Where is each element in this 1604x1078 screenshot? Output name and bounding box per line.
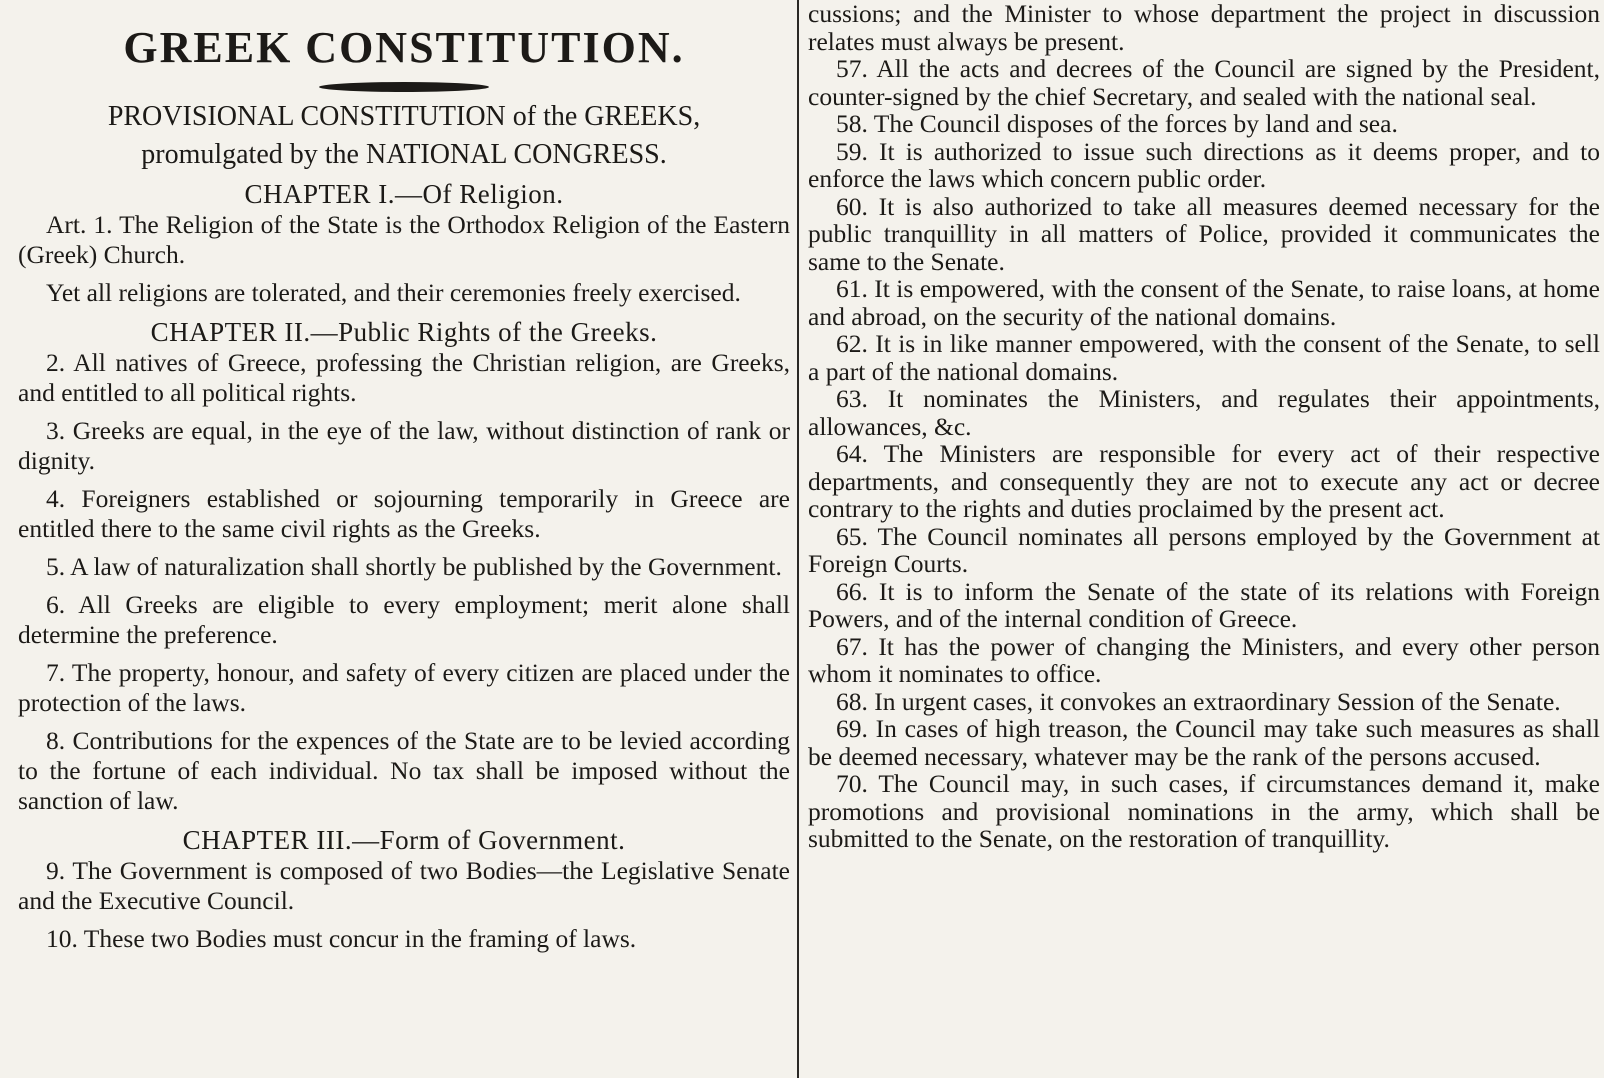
article-5: 5. A law of naturalization shall shortly be published by the Government.	[46, 552, 782, 582]
article-3: 3. Greeks are equal, in the eye of the law, without distinction of rank or dignity.	[18, 416, 790, 476]
article-65: 65. The Council nominates all persons employed by the Government at Foreign Courts.	[808, 521, 1600, 578]
chapter-heading-2: CHAPTER II.—Public Rights of the Greeks.	[150, 317, 658, 348]
article-66: 66. It is to inform the Senate of the state of its relations with Foreign Powers, and of the internal condition of Greece.	[808, 576, 1600, 633]
subtitle-line-1: PROVISIONAL CONSTITUTION of the GREEKS,	[107, 101, 701, 133]
article-70: 70. The Council may, in such cases, if circumstances demand it, make promotions and provisional nominations in the army, which shall be submitted to the Senate, on the restoration of tranquillity.	[808, 769, 1600, 853]
article-9: 9. The Government is composed of two Bodies—the Legislative Senate and the Executive Council.	[18, 856, 790, 916]
article-60: 60. It is also authorized to take all measures deemed necessary for the public tranquillity in all matters of Police, provided it communicates the same to the Senate.	[808, 191, 1600, 276]
article-continued: cussions; and the Minister to whose department the project in discussion relates must always be present.	[808, 0, 1600, 56]
article-63: 63. It nominates the Ministers, and regulates their appointments, allowances, &c.	[808, 384, 1600, 441]
article-69: 69. In cases of high treason, the Council may take such measures as shall be deemed necessary, whatever may be the rank of the persons accused.	[808, 714, 1600, 771]
article-62: 62. It is in like manner empowered, with the consent of the Senate, to sell a part of the national domains.	[808, 329, 1600, 386]
article-10: 10. These two Bodies must concur in the framing of laws.	[46, 924, 637, 954]
chapter-heading-3: CHAPTER III.—Form of Government.	[182, 825, 626, 856]
page-title: GREEK CONSTITUTION.	[123, 23, 685, 72]
article-2: 2. All natives of Greece, professing the Christian religion, are Greeks, and entitled to all political rights.	[18, 348, 790, 408]
article-57: 57. All the acts and decrees of the Council are signed by the President, counter-signed by the chief Secretary, and sealed with the national seal.	[808, 54, 1600, 111]
ornament-rule	[319, 82, 489, 92]
article-7: 7. The property, honour, and safety of every citizen are placed under the protection of the laws.	[18, 658, 790, 718]
right-column	[808, 0, 1600, 1078]
article-64: 64. The Ministers are responsible for every act of their respective departments, and consequently they are not to execute any act or decree contrary to the rights and duties proclaimed by the present act.	[808, 439, 1600, 523]
article-67: 67. It has the power of changing the Ministers, and every other person whom it nominates to office.	[808, 631, 1600, 688]
left-column	[18, 0, 790, 1078]
article-1: Art. 1. The Religion of the State is the Orthodox Religion of the Eastern (Greek) Church.	[18, 210, 790, 270]
article-6: 6. All Greeks are eligible to every employment; merit alone shall determine the preference.	[18, 590, 790, 650]
article-8: 8. Contributions for the expences of the State are to be levied according to the fortune of each individual. No tax shall be imposed without the sanction of law.	[18, 726, 790, 816]
subtitle-line-2: promulgated by the NATIONAL CONGRESS.	[141, 139, 667, 171]
chapter-heading-1: CHAPTER I.—Of Religion.	[244, 179, 564, 210]
column-divider	[797, 0, 799, 1078]
article-68: 68. In urgent cases, it convokes an extraordinary Session of the Senate.	[836, 686, 1561, 716]
article-4: 4. Foreigners established or sojourning temporarily in Greece are entitled there to the same civil rights as the Greeks.	[18, 484, 790, 544]
article-58: 58. The Council disposes of the forces by land and sea.	[836, 109, 1398, 138]
article-1-continued: Yet all religions are tolerated, and their ceremonies freely exercised.	[46, 278, 741, 308]
article-61: 61. It is empowered, with the consent of the Senate, to raise loans, at home and abroad, on the security of the national domains.	[808, 274, 1600, 331]
article-59: 59. It is authorized to issue such directions as it deems proper, and to enforce the laws which concern public order.	[808, 136, 1600, 193]
